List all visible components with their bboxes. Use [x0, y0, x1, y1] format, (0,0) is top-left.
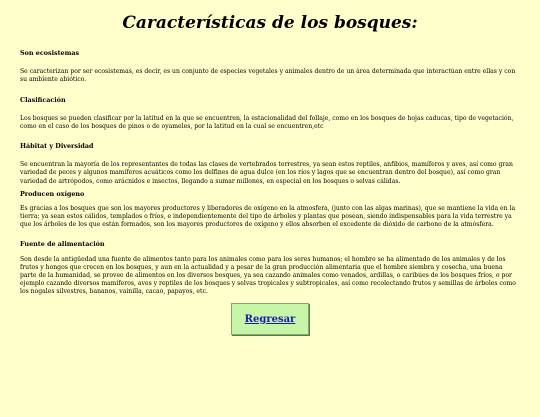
- section-heading: Clasificación: [20, 96, 66, 105]
- section-habitat: [20, 142, 520, 185]
- section-heading: Fuente de alimentación: [20, 239, 105, 248]
- section-ecosistemas: [20, 49, 520, 84]
- section-heading: Producen oxígeno: [20, 189, 85, 198]
- page-title: Características de los bosques:: [122, 13, 418, 33]
- section-clasificacion: [20, 96, 520, 131]
- section-alimentacion: [20, 240, 520, 296]
- section-heading: Hábitat y Diversidad: [20, 142, 94, 151]
- page-content: [0, 12, 540, 296]
- section-text: Se caracterizan por ser ecosistemas, es decir, es un conjunto de especies vegetales y animales dentro de un área determinada que interactúan entre ellas y con su ambiente abiótico.: [20, 68, 516, 84]
- back-button[interactable]: [231, 303, 309, 335]
- back-link[interactable]: Regresar: [244, 313, 296, 325]
- section-text: Se encuentran la mayoría de los representantes de todas las clases de vertebrados terrestres, ya sean estos reptiles, anfibios, mamíferos y aves, así como gran variedad de peces y algunos mamíferos acuáticos como los delfines de agua dulce (en los ríos y lagos que se encuentran dentro del bosque), así como gran variedad de artrópodos, como arácnidos e insectos, llegando a sumar millones, en especial en los bosques o selvas cálidas.: [20, 161, 513, 185]
- section-heading: Son ecosistemas: [20, 49, 80, 57]
- section-text: Son desde la antigüedad una fuente de alimentos tanto para los animales como para los seres humanos; el hombre se ha alimentado de los animales y de los frutos y hongos que crecen en los bosques, y aun en la actualidad y a pesar de la gran producción alimentaria que el hombre siembra y cosecha, una buena parte de la humanidad, se provee de alimentos en los diversos bosques, ya sea cazando animales como venados, ardillas, o caribúes de los bosques fríos, o por ejemplo cazando diversos mamíferos, aves y reptiles de los bosques y selvas tropicales y subtropicales, así como recolectando frutos y semillas de árboles como los nogales silvestres, bananos, vainilla, cacao, papayos, etc.: [20, 255, 516, 296]
- section-oxigeno: [20, 190, 520, 229]
- section-text: Es gracias a los bosques que son los mayores productores y liberadores de oxígeno en la atmosfera, (junto con las algas marinas), que se mantiene la vida en la tierra; ya sean estos cálidos, templados o fríos, e independientemente del tipo de árboles y plantas que posean, siendo indispensables para la vida terrestre ya que los árboles de los que están formados, son los mayores productores de oxígeno y ellos absorben el excedente de dióxido de carbono de la atmósfera.: [20, 204, 516, 228]
- section-text: Los bosques se pueden clasificar por la latitud en la que se encuentren, la estacionalidad del follaje, como en los bosques de hojas caducas, tipo de vegetación, como en el caso de los bosques de pinos o de oyameles, por la latitud en la cual se encuentren,etc: [20, 115, 514, 131]
